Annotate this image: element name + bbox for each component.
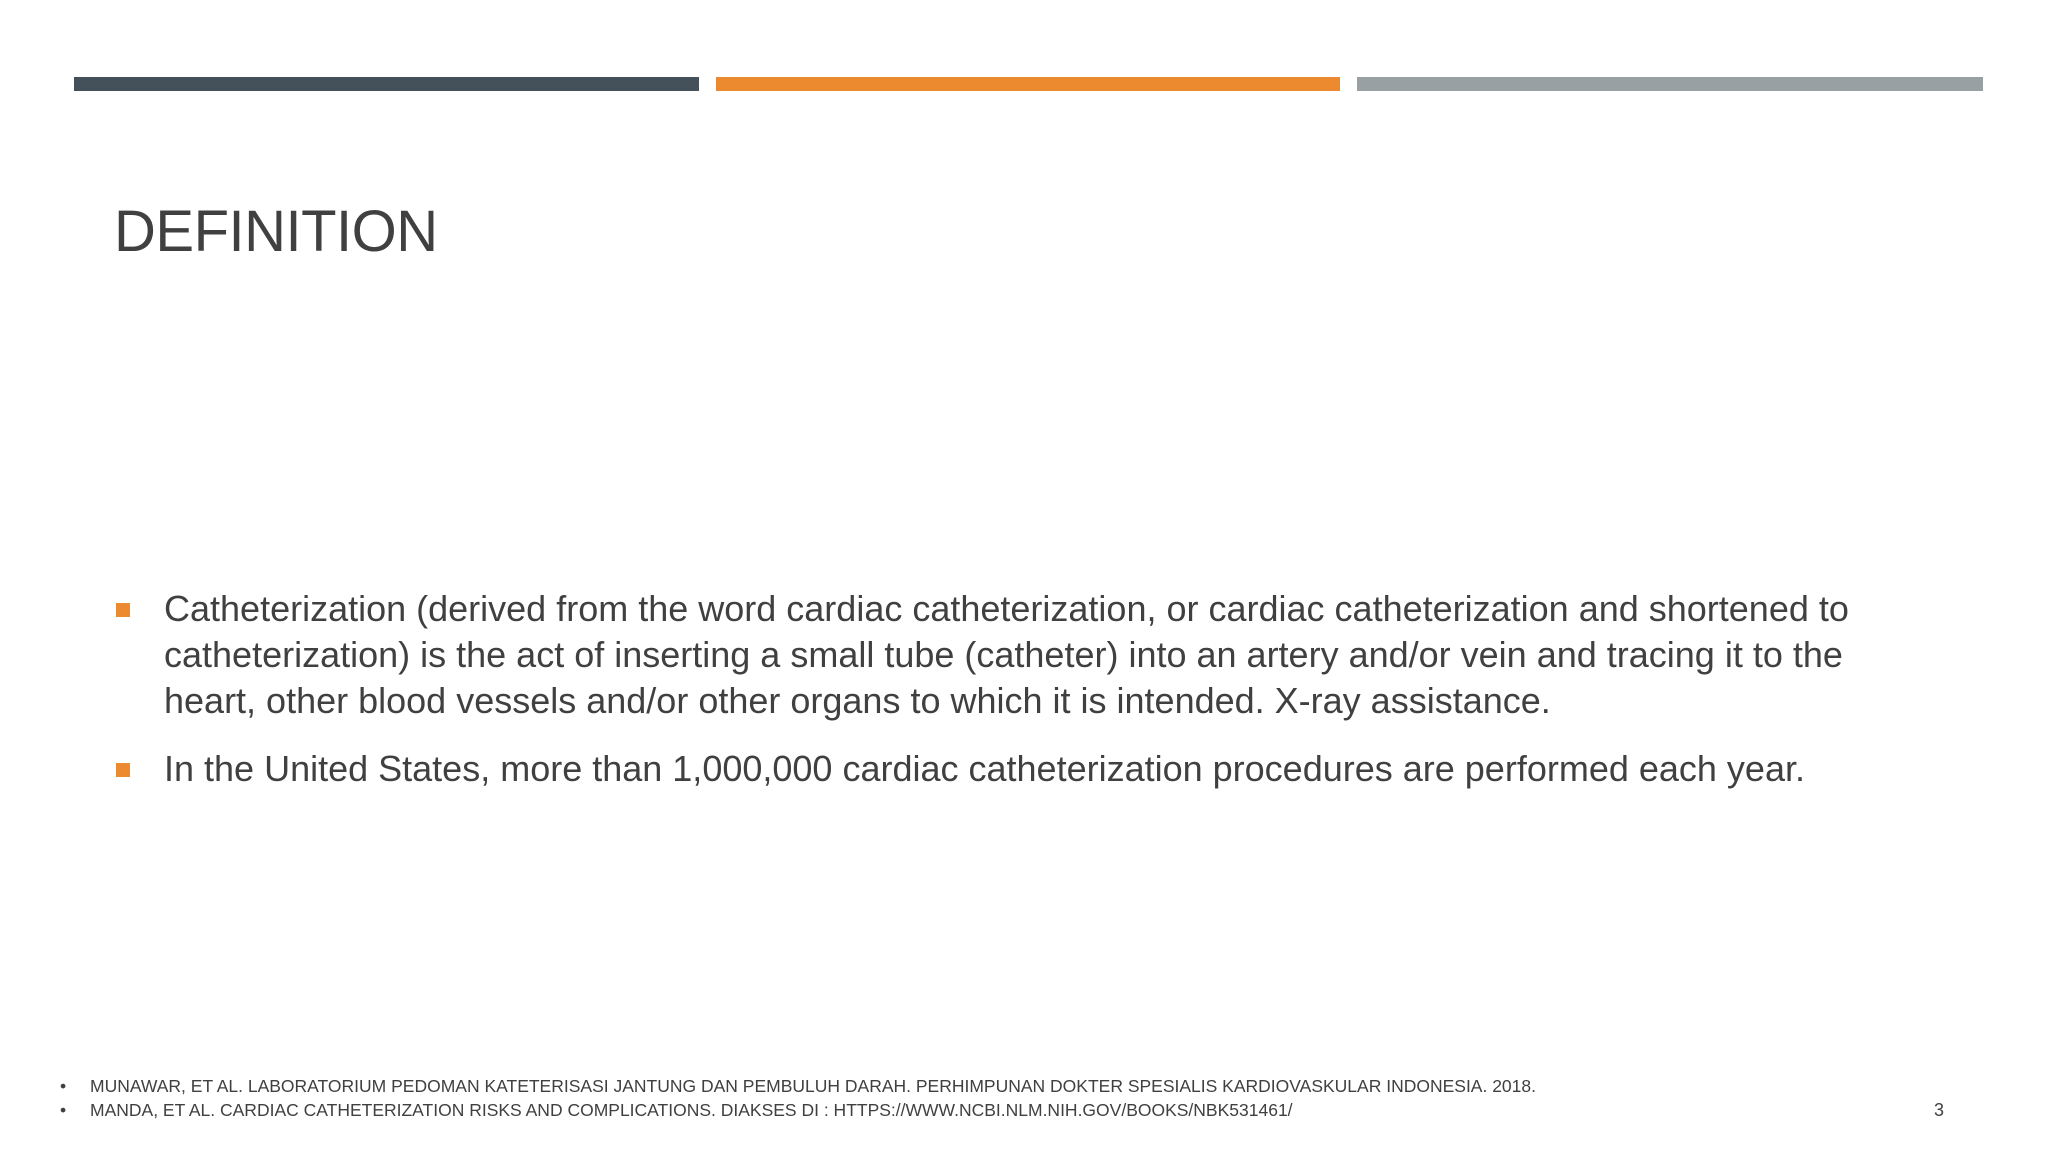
- bullet-list: [114, 586, 1944, 814]
- bullet-item: [114, 746, 1944, 792]
- dot-bullet-icon: •: [60, 1076, 67, 1096]
- square-bullet-icon: [116, 603, 130, 617]
- header-bar-dark: [74, 77, 699, 91]
- page-number: 3: [1933, 1100, 1944, 1120]
- slide-title: DEFINITION: [114, 199, 438, 264]
- reference-text: MANDA, ET AL. CARDIAC CATHETERIZATION RISKS AND COMPLICATIONS. DIAKSES DI : HTTPS://WWW.NCBI.NLM.NIH.GOV/BOOKS/NBK531461/: [90, 1100, 1293, 1120]
- bullet-text: Catheterization (derived from the word cardiac catheterization, or cardiac catheterization and shortened to catheterization) is the act of inserting a small tube (catheter) into an artery and/or vein and tracing it to the heart, other blood vessels and/or other organs to which it is intended. X-ray assistance.: [164, 588, 1849, 721]
- references-list: [58, 1074, 1858, 1122]
- bullet-item: [114, 586, 1944, 724]
- reference-item: [58, 1098, 1858, 1122]
- reference-item: [58, 1074, 1858, 1098]
- bullet-text: In the United States, more than 1,000,000 cardiac catheterization procedures are performed each year.: [164, 748, 1805, 789]
- reference-text: MUNAWAR, ET AL. LABORATORIUM PEDOMAN KATETERISASI JANTUNG DAN PEMBULUH DARAH. PERHIMPUNAN DOKTER SPESIALIS KARDIOVASKULAR INDONESIA. 2018.: [90, 1076, 1536, 1096]
- header-bar-gray: [1357, 77, 1983, 91]
- dot-bullet-icon: •: [60, 1100, 67, 1120]
- square-bullet-icon: [116, 763, 130, 777]
- header-bar-orange: [716, 77, 1340, 91]
